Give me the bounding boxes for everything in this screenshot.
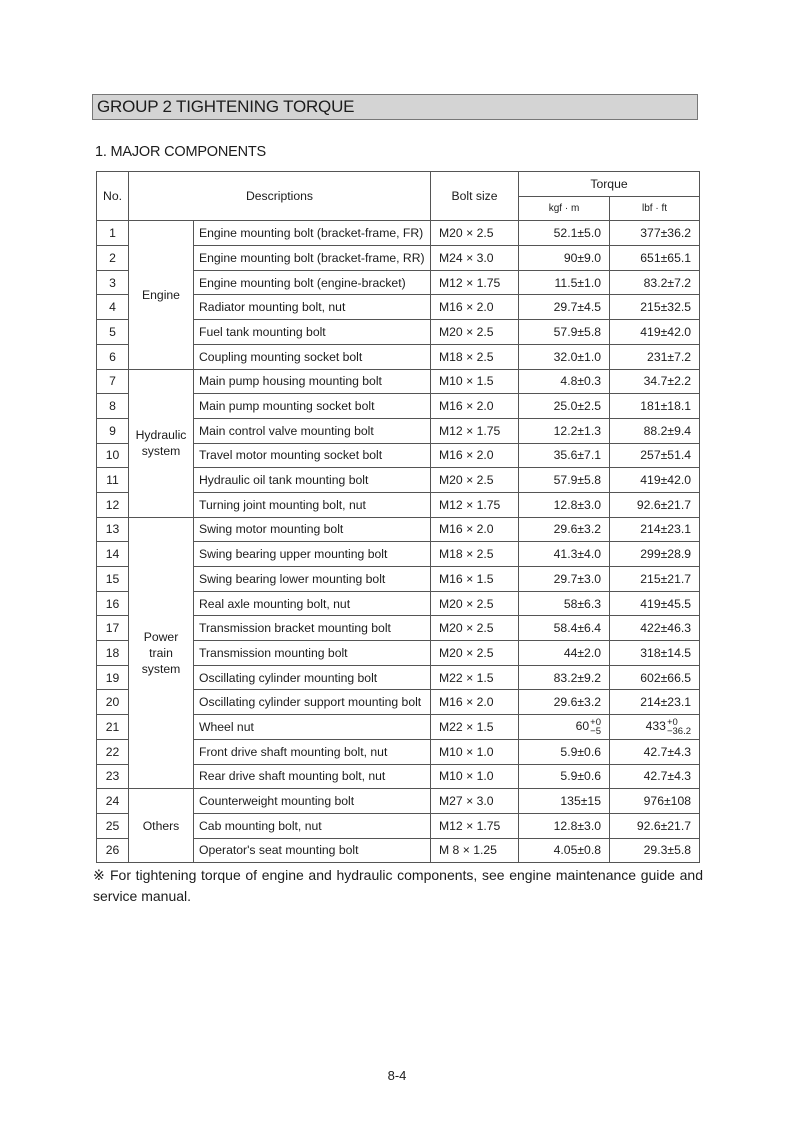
row-number: 16 — [97, 591, 129, 616]
row-number: 6 — [97, 344, 129, 369]
description-cell: Oscillating cylinder support mounting bolt — [194, 690, 431, 715]
description-cell: Front drive shaft mounting bolt, nut — [194, 739, 431, 764]
torque-lbf-cell — [610, 739, 700, 764]
row-number: 2 — [97, 246, 129, 271]
group-name — [129, 369, 194, 517]
row-number: 25 — [97, 813, 129, 838]
torque-kgf-cell — [519, 270, 610, 295]
torque-kgf-cell — [519, 616, 610, 641]
torque-lbf-cell — [610, 690, 700, 715]
bolt-size-cell: M12 × 1.75 — [431, 813, 519, 838]
description-cell: Swing bearing upper mounting bolt — [194, 542, 431, 567]
torque-lbf-cell — [610, 567, 700, 592]
bolt-size-cell: M22 × 1.5 — [431, 715, 519, 740]
torque-kgf-cell — [519, 517, 610, 542]
torque-kgf-cell-value: 25.0±2.5 — [553, 399, 601, 414]
row-number: 23 — [97, 764, 129, 789]
group-name — [129, 789, 194, 863]
group-name-line: train — [149, 645, 173, 660]
torque-kgf-cell-value: 83.2±9.2 — [553, 670, 601, 685]
bolt-size-cell: M10 × 1.0 — [431, 739, 519, 764]
tolerance-upper: +0 — [590, 716, 601, 728]
torque-kgf-cell — [519, 443, 610, 468]
tolerance-upper: +0 — [666, 716, 678, 728]
torque-lbf-cell-value: 651±65.1 — [640, 250, 692, 265]
note-text: For tightening torque of engine and hydraulic components, see engine maintenance guide and service manual. — [93, 867, 703, 904]
torque-lbf-cell — [610, 394, 700, 419]
group-header: GROUP 2 TIGHTENING TORQUE — [92, 94, 698, 120]
torque-lbf-cell — [610, 591, 700, 616]
torque-lbf-cell — [610, 246, 700, 271]
tolerance-lower: −36.2 — [666, 725, 692, 737]
torque-kgf-cell — [519, 690, 610, 715]
table-body — [97, 221, 700, 863]
torque-kgf-cell-value: 44±2.0 — [563, 645, 601, 660]
header-lbf-ft: lbf · ft — [610, 196, 700, 221]
description-cell: Main pump mounting socket bolt — [194, 394, 431, 419]
torque-lbf-cell — [610, 789, 700, 814]
torque-kgf-cell — [519, 591, 610, 616]
torque-kgf-cell-value: 12.2±1.3 — [553, 423, 601, 438]
torque-lbf-cell — [610, 492, 700, 517]
torque-lbf-cell-value: 433 — [645, 719, 666, 734]
torque-lbf-cell — [610, 616, 700, 641]
row-number: 21 — [97, 715, 129, 740]
bolt-size-cell: M22 × 1.5 — [431, 665, 519, 690]
torque-kgf-cell-value: 58.4±6.4 — [553, 621, 601, 636]
torque-lbf-cell — [610, 344, 700, 369]
bolt-size-cell: M24 × 3.0 — [431, 246, 519, 271]
torque-lbf-cell-value: 92.6±21.7 — [636, 497, 692, 512]
bolt-size-cell: M16 × 2.0 — [431, 517, 519, 542]
note-mark: ※ — [93, 867, 105, 883]
description-cell: Hydraulic oil tank mounting bolt — [194, 468, 431, 493]
table-row — [97, 369, 700, 394]
group-name-line: Engine — [142, 287, 180, 302]
group-name-line: system — [141, 661, 181, 676]
header-no: No. — [97, 172, 129, 221]
torque-kgf-cell — [519, 221, 610, 246]
description-cell: Swing bearing lower mounting bolt — [194, 567, 431, 592]
table-row — [97, 517, 700, 542]
torque-lbf-cell — [610, 369, 700, 394]
description-cell: Swing motor mounting bolt — [194, 517, 431, 542]
bolt-size-cell: M16 × 2.0 — [431, 295, 519, 320]
row-number: 26 — [97, 838, 129, 863]
torque-kgf-cell-value: 5.9±0.6 — [560, 744, 601, 759]
row-number: 8 — [97, 394, 129, 419]
torque-lbf-cell-value: 214±23.1 — [640, 695, 692, 710]
header-bolt-size: Bolt size — [431, 172, 519, 221]
torque-kgf-cell-value: 29.7±3.0 — [553, 571, 601, 586]
tolerance-lower: −5 — [590, 725, 601, 737]
torque-kgf-cell-value: 29.7±4.5 — [553, 300, 601, 315]
torque-lbf-cell — [610, 468, 700, 493]
torque-kgf-cell — [519, 468, 610, 493]
torque-lbf-cell-value: 231±7.2 — [647, 349, 692, 364]
row-number: 9 — [97, 418, 129, 443]
description-cell: Travel motor mounting socket bolt — [194, 443, 431, 468]
torque-kgf-cell-value: 4.05±0.8 — [553, 843, 601, 858]
torque-kgf-cell — [519, 320, 610, 345]
row-number: 3 — [97, 270, 129, 295]
torque-lbf-cell — [610, 813, 700, 838]
torque-lbf-cell — [610, 517, 700, 542]
torque-kgf-cell-value: 135±15 — [560, 794, 601, 809]
bolt-size-cell: M12 × 1.75 — [431, 418, 519, 443]
torque-lbf-cell-value: 419±42.0 — [640, 473, 692, 488]
torque-lbf-cell — [610, 418, 700, 443]
description-cell: Real axle mounting bolt, nut — [194, 591, 431, 616]
torque-lbf-cell-value: 88.2±9.4 — [643, 423, 692, 438]
bolt-size-cell: M16 × 1.5 — [431, 567, 519, 592]
bolt-size-cell: M18 × 2.5 — [431, 542, 519, 567]
page-number: 8-4 — [387, 1068, 407, 1083]
description-cell: Fuel tank mounting bolt — [194, 320, 431, 345]
torque-kgf-cell — [519, 813, 610, 838]
description-cell: Coupling mounting socket bolt — [194, 344, 431, 369]
torque-lbf-cell-value: 377±36.2 — [640, 226, 692, 241]
table-row — [97, 789, 700, 814]
torque-kgf-cell — [519, 418, 610, 443]
torque-kgf-cell-value: 32.0±1.0 — [553, 349, 601, 364]
description-cell: Transmission bracket mounting bolt — [194, 616, 431, 641]
torque-lbf-cell-value: 29.3±5.8 — [643, 843, 692, 858]
description-cell: Operator's seat mounting bolt — [194, 838, 431, 863]
torque-kgf-cell-value: 11.5±1.0 — [554, 275, 601, 290]
torque-kgf-cell-value: 12.8±3.0 — [553, 497, 601, 512]
description-cell: Engine mounting bolt (engine-bracket) — [194, 270, 431, 295]
description-cell: Rear drive shaft mounting bolt, nut — [194, 764, 431, 789]
torque-kgf-cell — [519, 789, 610, 814]
bolt-size-cell: M12 × 1.75 — [431, 492, 519, 517]
torque-lbf-cell-value: 214±23.1 — [640, 522, 692, 537]
row-number: 11 — [97, 468, 129, 493]
bolt-size-cell: M20 × 2.5 — [431, 221, 519, 246]
group-name-line: Power — [143, 629, 179, 644]
torque-lbf-cell-value: 92.6±21.7 — [636, 818, 692, 833]
description-cell: Engine mounting bolt (bracket-frame, RR) — [194, 246, 431, 271]
torque-lbf-cell — [610, 838, 700, 863]
torque-kgf-cell — [519, 715, 610, 740]
bolt-size-cell: M18 × 2.5 — [431, 344, 519, 369]
row-number: 12 — [97, 492, 129, 517]
row-number: 7 — [97, 369, 129, 394]
row-number: 19 — [97, 665, 129, 690]
torque-lbf-cell-tolerance — [667, 718, 691, 736]
group-name-line: Others — [142, 818, 180, 833]
bolt-size-cell: M10 × 1.5 — [431, 369, 519, 394]
torque-lbf-cell-value: 299±28.9 — [640, 547, 692, 562]
row-number: 24 — [97, 789, 129, 814]
torque-lbf-cell-value: 419±42.0 — [640, 324, 692, 339]
row-number: 5 — [97, 320, 129, 345]
bolt-size-cell: M16 × 2.0 — [431, 394, 519, 419]
torque-lbf-cell — [610, 270, 700, 295]
bolt-size-cell: M27 × 3.0 — [431, 789, 519, 814]
section-title: 1. MAJOR COMPONENTS — [95, 144, 267, 160]
torque-lbf-cell — [610, 641, 700, 666]
header-torque: Torque — [519, 172, 700, 197]
torque-lbf-cell — [610, 764, 700, 789]
row-number: 1 — [97, 221, 129, 246]
description-cell: Transmission mounting bolt — [194, 641, 431, 666]
header-descriptions: Descriptions — [129, 172, 431, 221]
torque-lbf-cell — [610, 320, 700, 345]
torque-lbf-cell-value: 215±32.5 — [640, 300, 692, 315]
torque-kgf-cell — [519, 641, 610, 666]
torque-lbf-cell-value: 976±108 — [643, 794, 692, 809]
torque-kgf-cell — [519, 394, 610, 419]
group-name — [129, 221, 194, 369]
torque-lbf-cell — [610, 715, 700, 740]
torque-kgf-cell — [519, 492, 610, 517]
group-name-line: Hydraulic — [135, 428, 187, 443]
torque-kgf-cell-value: 5.9±0.6 — [560, 769, 601, 784]
torque-table — [96, 171, 700, 863]
row-number: 18 — [97, 641, 129, 666]
torque-lbf-cell-value: 215±21.7 — [640, 571, 692, 586]
torque-kgf-cell-value: 90±9.0 — [563, 250, 601, 265]
description-cell: Main pump housing mounting bolt — [194, 369, 431, 394]
torque-lbf-cell-value: 181±18.1 — [640, 399, 692, 414]
torque-kgf-cell-value: 29.6±3.2 — [553, 695, 601, 710]
torque-kgf-cell-value: 35.6±7.1 — [553, 448, 601, 463]
torque-lbf-cell-value: 34.7±2.2 — [643, 374, 692, 389]
torque-lbf-cell-value: 257±51.4 — [640, 448, 692, 463]
table-row — [97, 221, 700, 246]
row-number: 17 — [97, 616, 129, 641]
torque-lbf-cell — [610, 221, 700, 246]
description-cell: Turning joint mounting bolt, nut — [194, 492, 431, 517]
bolt-size-cell: M20 × 2.5 — [431, 641, 519, 666]
torque-kgf-cell — [519, 838, 610, 863]
bolt-size-cell: M12 × 1.75 — [431, 270, 519, 295]
row-number: 22 — [97, 739, 129, 764]
row-number: 20 — [97, 690, 129, 715]
row-number: 14 — [97, 542, 129, 567]
torque-kgf-cell-value: 4.8±0.3 — [560, 374, 601, 389]
torque-kgf-cell — [519, 295, 610, 320]
torque-kgf-cell — [519, 369, 610, 394]
description-cell: Radiator mounting bolt, nut — [194, 295, 431, 320]
torque-kgf-cell — [519, 542, 610, 567]
torque-kgf-cell-value: 41.3±4.0 — [553, 547, 601, 562]
bolt-size-cell: M20 × 2.5 — [431, 468, 519, 493]
group-name — [129, 517, 194, 789]
bolt-size-cell: M20 × 2.5 — [431, 320, 519, 345]
torque-kgf-cell — [519, 246, 610, 271]
torque-lbf-cell — [610, 665, 700, 690]
torque-lbf-cell — [610, 542, 700, 567]
description-cell: Cab mounting bolt, nut — [194, 813, 431, 838]
torque-kgf-cell-value: 52.1±5.0 — [553, 226, 601, 241]
torque-kgf-cell — [519, 344, 610, 369]
torque-kgf-cell — [519, 739, 610, 764]
torque-lbf-cell-value: 419±45.5 — [640, 596, 692, 611]
torque-kgf-cell — [519, 764, 610, 789]
group-name-line: system — [141, 444, 181, 459]
row-number: 10 — [97, 443, 129, 468]
row-number: 13 — [97, 517, 129, 542]
bolt-size-cell: M16 × 2.0 — [431, 690, 519, 715]
torque-kgf-cell-value: 12.8±3.0 — [553, 818, 601, 833]
torque-kgf-cell — [519, 665, 610, 690]
torque-kgf-cell — [519, 567, 610, 592]
header-kgf-m: kgf · m — [519, 196, 610, 221]
torque-lbf-cell-value: 42.7±4.3 — [643, 744, 692, 759]
description-cell: Oscillating cylinder mounting bolt — [194, 665, 431, 690]
footnote — [93, 865, 703, 907]
torque-lbf-cell — [610, 443, 700, 468]
table-header-row — [97, 172, 700, 197]
torque-kgf-cell-value: 57.9±5.8 — [553, 473, 601, 488]
torque-lbf-cell-value: 318±14.5 — [640, 645, 692, 660]
torque-kgf-cell-value: 29.6±3.2 — [553, 522, 601, 537]
bolt-size-cell: M20 × 2.5 — [431, 591, 519, 616]
row-number: 15 — [97, 567, 129, 592]
bolt-size-cell: M10 × 1.0 — [431, 764, 519, 789]
bolt-size-cell: M20 × 2.5 — [431, 616, 519, 641]
torque-lbf-cell — [610, 295, 700, 320]
description-cell: Counterweight mounting bolt — [194, 789, 431, 814]
torque-lbf-cell-value: 422±46.3 — [640, 621, 692, 636]
torque-kgf-cell-value: 57.9±5.8 — [553, 324, 601, 339]
torque-lbf-cell-value: 83.2±7.2 — [643, 275, 692, 290]
description-cell: Engine mounting bolt (bracket-frame, FR) — [194, 221, 431, 246]
description-cell: Wheel nut — [194, 715, 431, 740]
torque-kgf-cell-tolerance — [590, 718, 601, 736]
torque-kgf-cell-value: 60 — [575, 719, 590, 734]
torque-kgf-cell-value: 58±6.3 — [563, 596, 601, 611]
bolt-size-cell: M16 × 2.0 — [431, 443, 519, 468]
torque-lbf-cell-value: 602±66.5 — [640, 670, 692, 685]
description-cell: Main control valve mounting bolt — [194, 418, 431, 443]
row-number: 4 — [97, 295, 129, 320]
bolt-size-cell: M 8 × 1.25 — [431, 838, 519, 863]
torque-lbf-cell-value: 42.7±4.3 — [643, 769, 692, 784]
